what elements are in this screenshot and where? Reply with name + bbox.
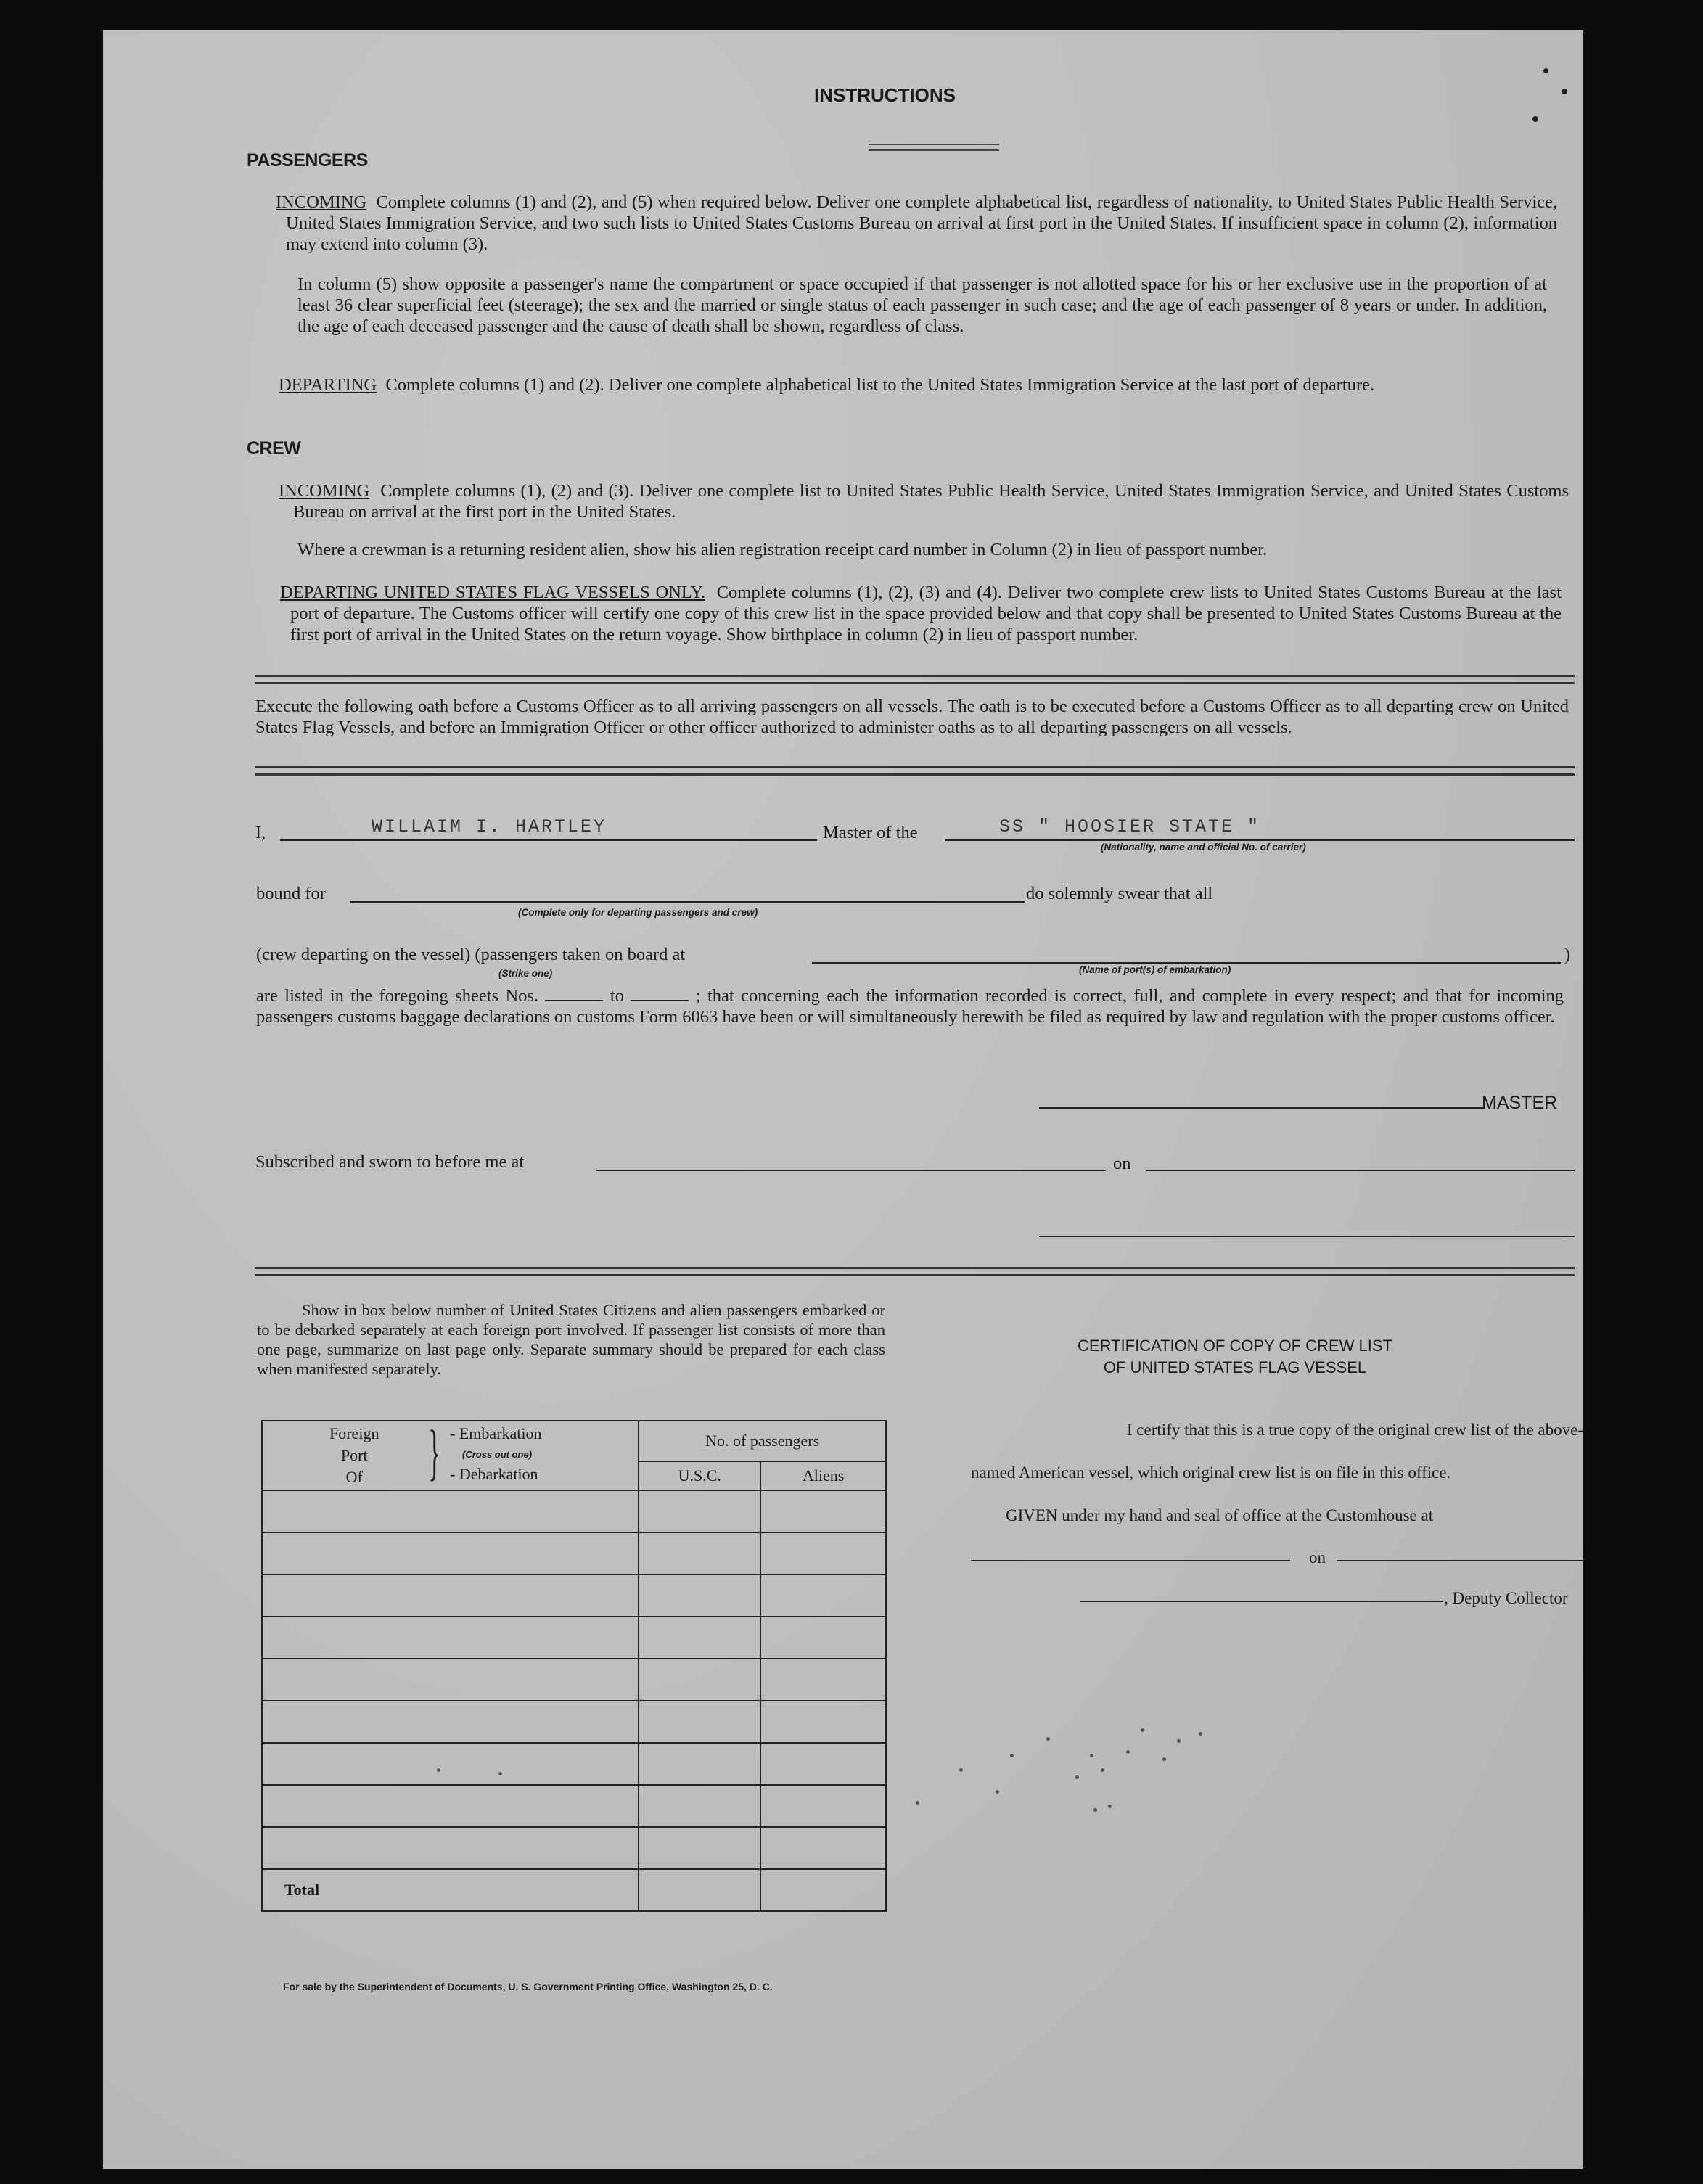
master-name-value: WILLAIM I. HARTLEY <box>372 816 607 837</box>
total-aliens-cell[interactable] <box>760 1869 886 1911</box>
header-foreign: Foreign <box>329 1424 379 1442</box>
table-row <box>262 1743 886 1785</box>
customhouse-field[interactable] <box>971 1550 1290 1561</box>
scan-speck <box>916 1801 919 1805</box>
oath-i-label: I, <box>255 823 266 842</box>
certification-on-label: on <box>1309 1548 1326 1567</box>
listed-rest: ; that concerning each the information recorded is correct, full, and complete in every respect; and that for incoming passengers customs baggage declarations on customs Form 6063 have been or will simultaneously herewith be filed as required by law and regulation with the proper customs officer. <box>256 986 1564 1027</box>
close-paren: ) <box>1564 945 1571 964</box>
divider-rule <box>255 675 1575 684</box>
port-embarkation-field[interactable] <box>812 952 1561 964</box>
passengers-incoming <box>276 192 1557 255</box>
passengers-incoming-text: Complete columns (1) and (2), and (5) when required below. Deliver one complete alphabetical list, regardless of nationality, to United States Public Health Service, United States Immigration Service, and two such lists to United States Customs Bureau on arrival at first port in the United States. If insufficient space in column (2), information may extend into column (3). <box>286 192 1558 254</box>
scan-speck <box>996 1790 999 1794</box>
crew-departing-label: DEPARTING UNITED STATES FLAG VESSELS ONLY. <box>280 583 706 602</box>
sworn-on-label: on <box>1113 1154 1131 1173</box>
usc-cell[interactable] <box>639 1490 760 1532</box>
aliens-cell[interactable] <box>760 1532 886 1575</box>
port-cell[interactable] <box>262 1575 639 1617</box>
swear-text: do solemnly swear that all <box>1026 884 1213 903</box>
usc-cell[interactable] <box>639 1575 760 1617</box>
sworn-place-field[interactable] <box>596 1159 1106 1171</box>
port-cell[interactable] <box>262 1532 639 1575</box>
header-of: Of <box>345 1468 363 1486</box>
scan-speck <box>1093 1808 1097 1812</box>
divider-rule <box>255 1267 1575 1276</box>
passengers-departing-text: Complete columns (1) and (2). Deliver one complete alphabetical list to the United States Immigration Service at the last port of departure. <box>385 375 1375 395</box>
table-row <box>262 1617 886 1659</box>
title-rule <box>869 144 999 151</box>
port-cell[interactable] <box>262 1617 639 1659</box>
port-cell[interactable] <box>262 1785 639 1827</box>
header-debarkation: - Debarkation <box>450 1465 538 1483</box>
port-cell[interactable] <box>262 1490 639 1532</box>
usc-cell[interactable] <box>639 1617 760 1659</box>
vessel-caption: (Nationality, name and official No. of carrier) <box>1101 842 1306 853</box>
usc-cell[interactable] <box>639 1659 760 1701</box>
listed-paragraph <box>256 985 1564 1027</box>
deputy-collector-label: , Deputy Collector <box>1444 1589 1568 1607</box>
header-no-passengers: No. of passengers <box>639 1421 886 1461</box>
scan-speck <box>437 1768 440 1772</box>
scan-speck <box>1075 1775 1079 1779</box>
passengers-column5-note: In column (5) show opposite a passenger's name the compartment or space occupied if that passenger is not allotted space for his or her exclusive use in the proportion of at least 36 clear superficial feet (steerage); the sex and the married or single status of each passenger in such case; and the age of each passenger of 8 years or under. In addition, the age of each deceased passenger and the cause of death shall be shown, regardless of class. <box>297 274 1547 336</box>
strike-caption: (Strike one) <box>498 968 553 979</box>
table-row <box>262 1785 886 1827</box>
crew-passengers-text: (crew departing on the vessel) (passengers taken on board at <box>256 945 686 964</box>
page-title: INSTRUCTIONS <box>814 84 956 106</box>
aliens-cell[interactable] <box>760 1827 886 1869</box>
crew-incoming <box>271 480 1569 522</box>
aliens-cell[interactable] <box>760 1575 886 1617</box>
scan-speck <box>1090 1754 1093 1757</box>
usc-cell[interactable] <box>639 1743 760 1785</box>
table-row <box>262 1827 886 1869</box>
certification-line3: GIVEN under my hand and seal of office at the Customhouse at <box>1006 1506 1434 1524</box>
certification-title-line2: OF UNITED STATES FLAG VESSEL <box>1103 1358 1367 1376</box>
scan-speck <box>959 1768 963 1772</box>
bound-for-field[interactable] <box>350 891 1025 903</box>
certification-title <box>1003 1335 1467 1379</box>
scan-speck <box>1046 1737 1050 1741</box>
passengers-departing <box>271 374 1569 395</box>
usc-cell[interactable] <box>639 1785 760 1827</box>
scan-speck <box>1108 1805 1112 1808</box>
master-signature-field[interactable] <box>1039 1097 1483 1109</box>
vessel-value: SS " HOOSIER STATE " <box>999 816 1261 837</box>
aliens-cell[interactable] <box>760 1490 886 1532</box>
passengers-incoming-label: INCOMING <box>276 192 367 212</box>
certification-line2: named American vessel, which original crew list is on file in this office. <box>971 1463 1451 1482</box>
scan-speck <box>1562 89 1567 94</box>
crew-resident-note: Where a crewman is a returning resident alien, show his alien registration receipt card number in Column (2) in lieu of passport number. <box>297 540 1268 559</box>
header-aliens: Aliens <box>760 1461 886 1490</box>
header-port-cell <box>262 1417 639 1490</box>
sheet-from-field[interactable] <box>545 990 603 1001</box>
table-row <box>262 1575 886 1617</box>
listed-to: to <box>610 986 624 1006</box>
usc-cell[interactable] <box>639 1827 760 1869</box>
deputy-signature-field[interactable] <box>1080 1590 1443 1602</box>
sworn-date-field[interactable] <box>1146 1159 1575 1171</box>
crew-departing-text: Complete columns (1), (2), (3) and (4). Deliver two complete crew lists to United States Customs Bureau at the last port of departure. The Customs officer will certify one copy of this crew list in the space provided below and that copy shall be presented to United States Customs Bureau at the first port of arrival in the United States on the return voyage. Show birthplace in column (2) in lieu of passport number. <box>290 583 1562 644</box>
port-cell[interactable] <box>262 1659 639 1701</box>
master-of-label: Master of the <box>823 823 918 842</box>
scan-speck <box>1532 116 1538 122</box>
scan-speck <box>1126 1750 1130 1754</box>
certification-line1: I certify that this is a true copy of the original crew list of the above- <box>1126 1421 1583 1439</box>
total-usc-cell[interactable] <box>639 1869 760 1911</box>
crew-departing <box>276 582 1562 645</box>
header-port: Port <box>340 1446 368 1464</box>
scan-speck <box>498 1772 502 1775</box>
passengers-departing-label: DEPARTING <box>279 375 377 395</box>
passenger-summary-table <box>261 1417 887 1912</box>
scan-speck <box>1141 1728 1144 1732</box>
scan-speck <box>1010 1754 1014 1757</box>
usc-cell[interactable] <box>639 1532 760 1575</box>
table-row <box>262 1659 886 1701</box>
scan-speck <box>1177 1739 1181 1743</box>
summary-instructions: Show in box below number of United States Citizens and alien passengers embarked or to be debarked separately at each foreign port involved. If passenger list consists of more than one page, summarize on last page only. Separate summary should be prepared for each class when manifested separately. <box>257 1301 885 1378</box>
aliens-cell[interactable] <box>760 1743 886 1785</box>
divider-rule <box>255 766 1575 776</box>
printing-office-footer: For sale by the Superintendent of Documents, U. S. Government Printing Office, Washington 25, D. C. <box>283 1981 773 1992</box>
total-label: Total <box>262 1869 639 1911</box>
bound-for-label: bound for <box>256 884 326 903</box>
crew-incoming-text: Complete columns (1), (2) and (3). Deliver one complete list to United States Public Health Service, United States Immigration Service, and United States Customs Bureau on arrival at the first port in the United States. <box>293 481 1569 522</box>
table-row <box>262 1701 886 1743</box>
total-row <box>262 1869 886 1911</box>
header-embarkation: - Embarkation <box>450 1424 542 1442</box>
aliens-cell[interactable] <box>760 1785 886 1827</box>
brace-glyph: } <box>428 1417 440 1487</box>
scan-speck <box>1162 1757 1166 1761</box>
usc-cell[interactable] <box>639 1701 760 1743</box>
aliens-cell[interactable] <box>760 1701 886 1743</box>
aliens-cell[interactable] <box>760 1617 886 1659</box>
aliens-cell[interactable] <box>760 1659 886 1701</box>
table-row <box>262 1532 886 1575</box>
header-usc: U.S.C. <box>639 1461 760 1490</box>
passengers-heading: PASSENGERS <box>247 150 368 171</box>
bound-for-caption: (Complete only for departing passengers and crew) <box>518 907 758 918</box>
form-sheet <box>103 30 1583 2169</box>
scan-speck <box>1101 1768 1104 1772</box>
subscribed-label: Subscribed and sworn to before me at <box>255 1152 525 1172</box>
crew-heading: CREW <box>247 438 301 459</box>
certification-date-field[interactable] <box>1337 1550 1583 1561</box>
certification-title-line1: CERTIFICATION OF COPY OF CREW LIST <box>1078 1337 1392 1355</box>
port-caption: (Name of port(s) of embarkation) <box>1079 964 1231 975</box>
listed-prefix: are listed in the foregoing sheets Nos. <box>256 986 539 1006</box>
port-cell[interactable] <box>262 1701 639 1743</box>
master-label: MASTER <box>1482 1093 1558 1113</box>
oath-intro: Execute the following oath before a Customs Officer as to all arriving passengers on all vessels. The oath is to be executed before a Customs Officer as to all departing crew on United States Flag Vessels, and before an Immigration Officer or other officer authorized to administer oaths as to all departing passengers on all vessels. <box>255 697 1569 737</box>
officer-signature-field[interactable] <box>1039 1226 1575 1237</box>
scan-speck <box>1543 68 1548 73</box>
port-cell[interactable] <box>262 1743 639 1785</box>
sheet-to-field[interactable] <box>631 990 689 1001</box>
port-cell[interactable] <box>262 1827 639 1869</box>
header-cross-out: (Cross out one) <box>462 1449 533 1460</box>
scan-speck <box>1199 1732 1202 1736</box>
table-row <box>262 1490 886 1532</box>
crew-incoming-label: INCOMING <box>279 481 370 501</box>
